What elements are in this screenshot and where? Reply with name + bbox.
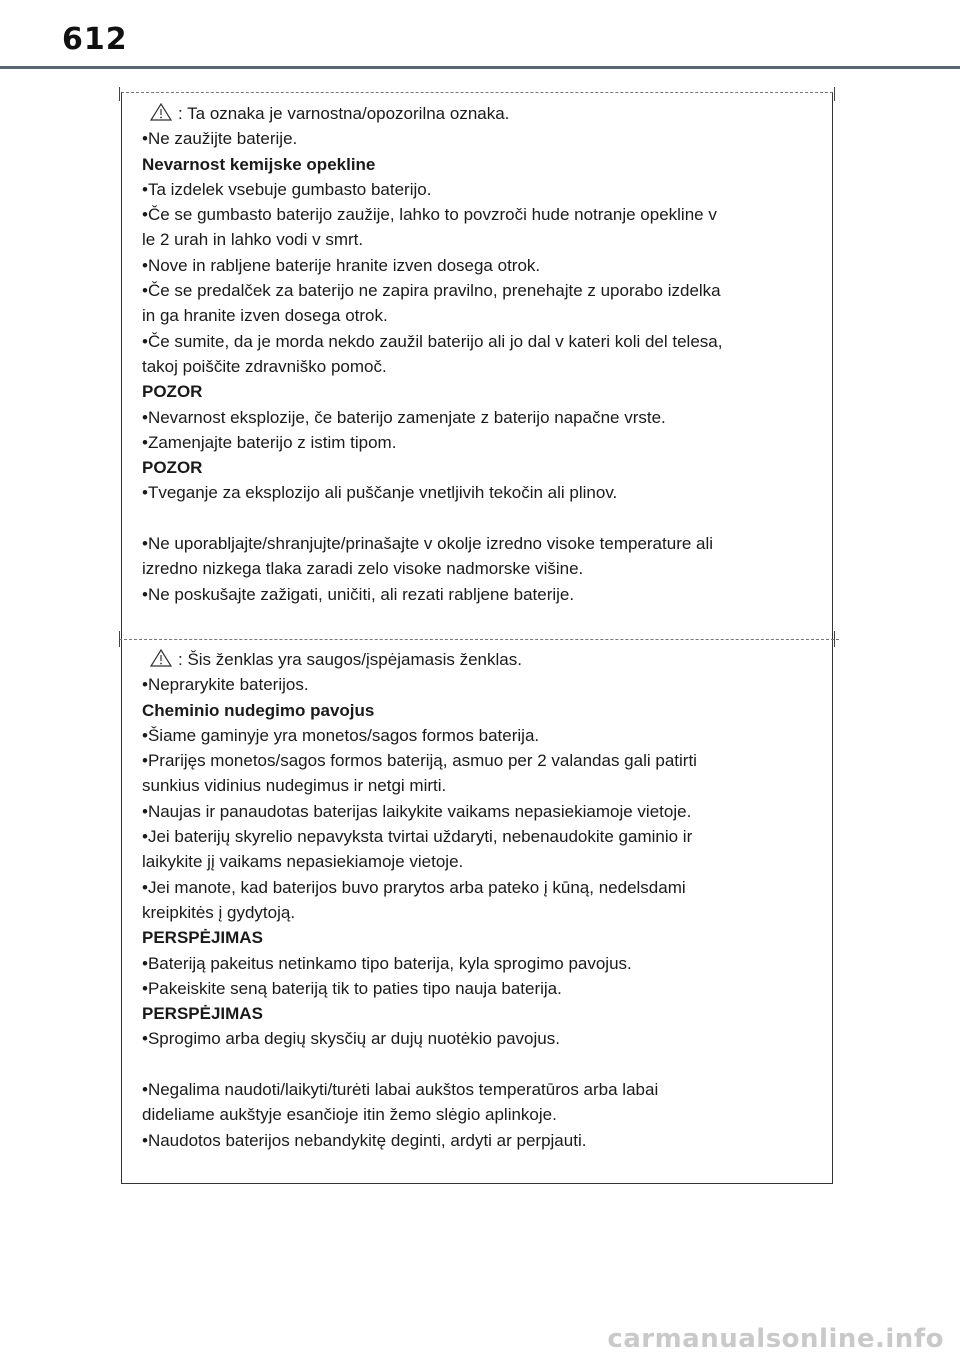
warning-triangle-icon [150, 649, 172, 667]
text-line: •Naujas ir panaudotas baterijas laikykite vaikams nepasiekiamoje vietoje. [142, 801, 692, 821]
text-line: •Pakeiskite seną bateriją tik to paties tipo nauja baterija. [142, 978, 562, 998]
text-line: •Sprogimo arba degių skysčių ar dujų nuotėkio pavojus. [142, 1029, 560, 1049]
section-heading: POZOR [142, 458, 203, 478]
lithuanian-symbol-note: : Šis ženklas yra saugos/įspėjamasis ženklas. [178, 650, 522, 669]
text-line: •Jei manote, kad baterijos buvo prarytos arba pateko į kūną, nedelsdami [142, 877, 686, 897]
text-line: •Tveganje za eksplozijo ali puščanje vnetljivih tekočin ali plinov. [142, 483, 618, 503]
text-line: •Zamenjajte baterijo z istim tipom. [142, 432, 397, 452]
text-line: •Ne zaužijte baterije. [142, 129, 298, 149]
slovenian-symbol-note: : Ta oznaka je varnostna/opozorilna oznaka. [178, 104, 510, 123]
text-line: •Negalima naudoti/laikyti/turėti labai aukštos temperatūros arba labai [142, 1080, 659, 1100]
text-line: •Prarijęs monetos/sagos formos bateriją, asmuo per 2 valandas gali patirti [142, 751, 697, 771]
divider-tick [834, 631, 835, 647]
corner-tick [119, 87, 120, 101]
text-line: laikykite jį vaikams nepasiekiamoje vietoje. [142, 852, 464, 872]
text-line: takoj poiščite zdravniško pomoč. [142, 356, 387, 376]
lithuanian-lines [142, 672, 822, 1153]
text-line: •Neprarykite baterijos. [142, 675, 309, 695]
section-divider [119, 639, 839, 640]
text-line: •Ne poskušajte zažigati, uničiti, ali rezati rabljene baterije. [142, 584, 575, 604]
watermark: carmanualsonline.info [607, 1324, 944, 1354]
page-number: 612 [62, 22, 128, 57]
text-line: sunkius vidinius nudegimus ir netgi mirti. [142, 776, 447, 796]
text-line: •Nove in rabljene baterije hranite izven dosega otrok. [142, 255, 541, 275]
text-line: dideliame aukštyje esančioje itin žemo slėgio aplinkoje. [142, 1105, 557, 1125]
section-heading: PERSPĖJIMAS [142, 1004, 263, 1024]
section-heading: Nevarnost kemijske opekline [142, 154, 376, 174]
scanned-warning-box [121, 92, 833, 1184]
lithuanian-section [142, 647, 822, 1153]
section-heading: POZOR [142, 382, 203, 402]
text-line: le 2 urah in lahko vodi v smrt. [142, 230, 364, 250]
text-line: •Ta izdelek vsebuje gumbasto baterijo. [142, 179, 432, 199]
text-line: •Bateriją pakeitus netinkamo tipo baterija, kyla sprogimo pavojus. [142, 953, 632, 973]
slovenian-section [142, 101, 822, 607]
section-heading: Cheminio nudegimo pavojus [142, 700, 375, 720]
text-line: •Naudotos baterijos nebandykitę deginti, ardyti ar perpjauti. [142, 1130, 587, 1150]
text-line: •Ne uporabljajte/shranjujte/prinašajte v okolje izredno visoke temperature ali [142, 534, 714, 554]
slovenian-lines [142, 126, 822, 607]
text-line: in ga hranite izven dosega otrok. [142, 306, 388, 326]
text-line: •Jei baterijų skyrelio nepavyksta tvirtai uždaryti, nebenaudokite gaminio ir [142, 827, 693, 847]
warning-triangle-icon [150, 103, 172, 121]
text-line [142, 1052, 822, 1077]
text-line: •Šiame gaminyje yra monetos/sagos formos baterija. [142, 725, 540, 745]
text-line: •Nevarnost eksplozije, če baterijo zamenjate z baterijo napačne vrste. [142, 407, 666, 427]
divider-tick [119, 631, 120, 647]
corner-tick [834, 87, 835, 101]
slovenian-symbol-line [142, 101, 822, 126]
lithuanian-symbol-line [142, 647, 822, 672]
text-line: •Če sumite, da je morda nekdo zaužil baterijo ali jo dal v kateri koli del telesa, [142, 331, 723, 351]
text-line: izredno nizkega tlaka zaradi zelo visoke nadmorske višine. [142, 559, 584, 579]
text-line: •Če se gumbasto baterijo zaužije, lahko to povzroči hude notranje opekline v [142, 205, 717, 225]
text-line: •Če se predalček za baterijo ne zapira pravilno, prenehajte z uporabo izdelka [142, 281, 721, 301]
section-heading: PERSPĖJIMAS [142, 928, 263, 948]
text-line: kreipkitės į gydytoją. [142, 902, 296, 922]
header-rule [0, 66, 960, 69]
text-line [142, 506, 822, 531]
